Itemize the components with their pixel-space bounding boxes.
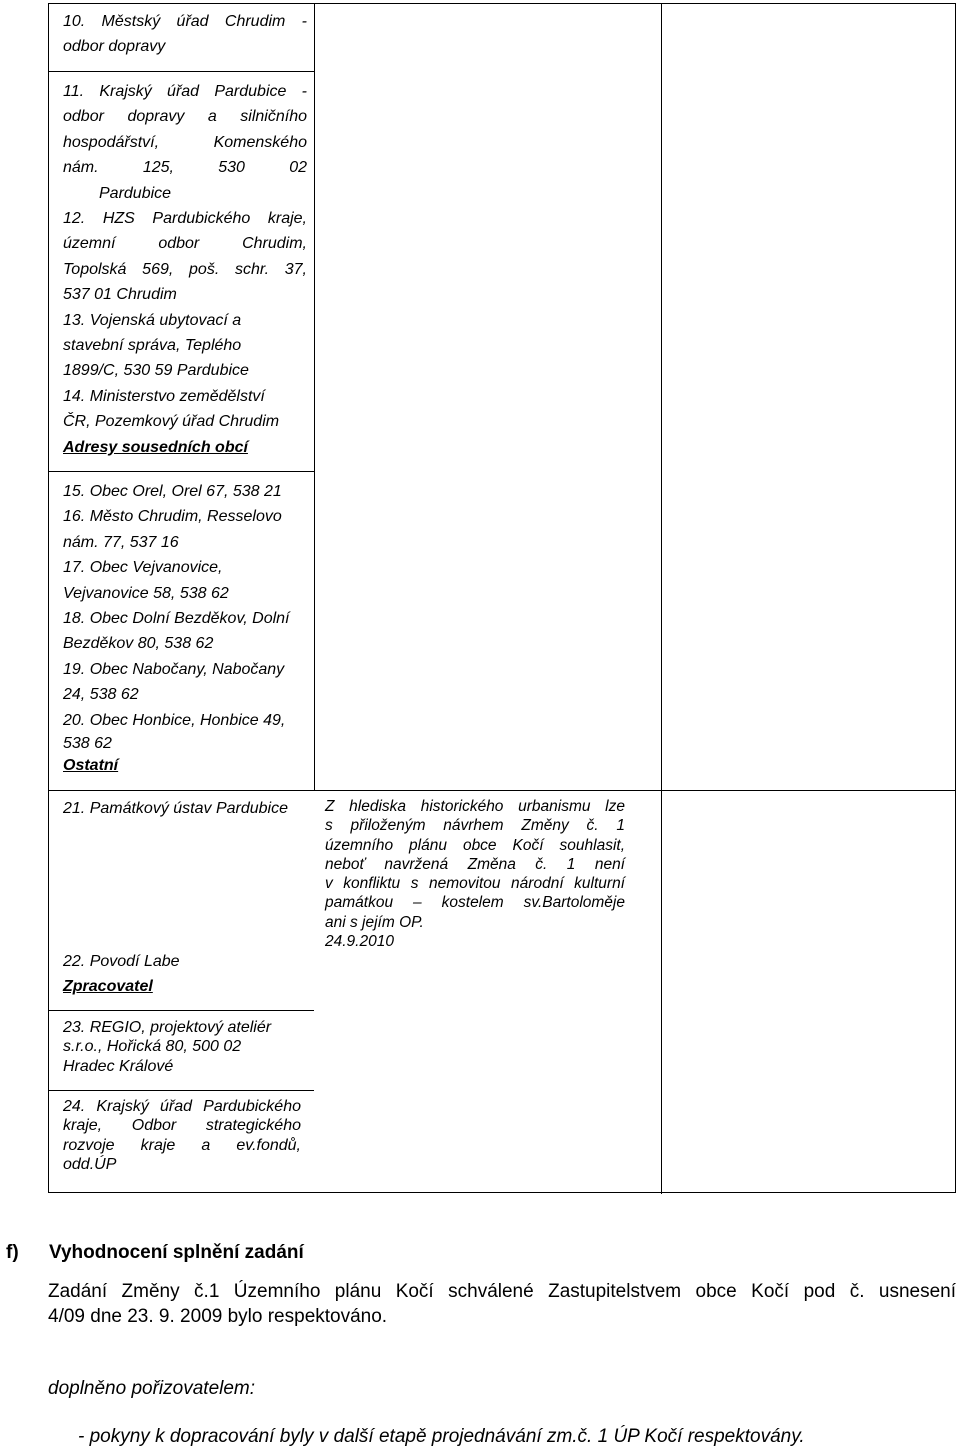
section-f-label: f): [6, 1242, 19, 1263]
item-10: 10. Městský úřad Chrudim - odbor dopravy: [63, 13, 307, 56]
section-f-heading: [6, 1242, 304, 1264]
section-f-paragraph: Zadání Změny č.1 Územního plánu Kočí schválené Zastupitelstvem obce Kočí pod č. usnesení 4/09 dne 23. 9. 2009 bylo respektováno.: [48, 1281, 956, 1327]
section-processor-heading: Zpracovatel: [63, 978, 153, 996]
row-divider-5: [49, 1090, 314, 1091]
item-21: 21. Památkový ústav Pardubice: [63, 800, 289, 817]
item-24: 24. Krajský úřad Pardubického kraje, Odbor strategického rozvoje kraje a ev.fondů, odd.ÚP: [63, 1098, 301, 1174]
items-11-14: 11. Krajský úřad Pardubice - odbor dopravy a silničního hospodářství, Komenského nám. 125, 530 02 Pardubice 12. HZS Pardubického kraje, územní odbor Chrudim, Topolská 569, poš. schr. 37, 537 01 Chrudim 13. Vojenská ubytovací a stavební správa, Teplého 1899/C, 530 59 Pardubice 14. Ministerstvo zemědělství ČR, Pozemkový úřad Chrudim Adresy sousedních obcí: [63, 79, 307, 460]
item-23: 23. REGIO, projektový ateliér s.r.o., Hořická 80, 500 02 Hradec Králové: [63, 1019, 272, 1075]
item-22: 22. Povodí Labe Zpracovatel: [63, 949, 313, 1000]
column-divider-1: [314, 4, 315, 790]
column-divider-2: [661, 4, 662, 1194]
row-divider-3: [49, 790, 956, 791]
items-15-20: 15. Obec Orel, Orel 67, 538 21 16. Město Chrudim, Resselovo nám. 77, 537 16 17. Obec Vejvanovice, Vejvanovice 58, 538 62 18. Obec Dolní Bezděkov, Dolní Bezděkov 80, 538 62 19. Obec Nabočany, Nabočany 24, 538 62 20. Obec Honbice, Honbice 49, 538 62 Ostatní: [63, 479, 313, 777]
row-divider-1: [49, 71, 314, 72]
section-neighbors-heading: Adresy sousedních obcí: [63, 438, 248, 456]
row-divider-2: [49, 471, 314, 472]
pokyny-note: - pokyny k dopracování byly v další etapě projednávání zm.č. 1 ÚP Kočí respektovány.: [78, 1426, 805, 1447]
section-f-title: Vyhodnocení splnění zadání: [49, 1242, 304, 1263]
opinions-table: [48, 3, 956, 1193]
section-other-heading: Ostatní: [63, 757, 119, 775]
doplneno-label: doplněno pořizovatelem:: [48, 1378, 256, 1399]
statement-item-21: Z hlediska historického urbanismu lze s přiloženým návrhem Změny č. 1 územního plánu obce Kočí souhlasit, neboť navržená Změna č. 1 není v konfliktu s nemovitou národní kulturní památkou – kostelem sv.Bartoloměje ani s jejím OP. 24.9.2010: [325, 798, 625, 951]
row-divider-4: [49, 1010, 314, 1011]
